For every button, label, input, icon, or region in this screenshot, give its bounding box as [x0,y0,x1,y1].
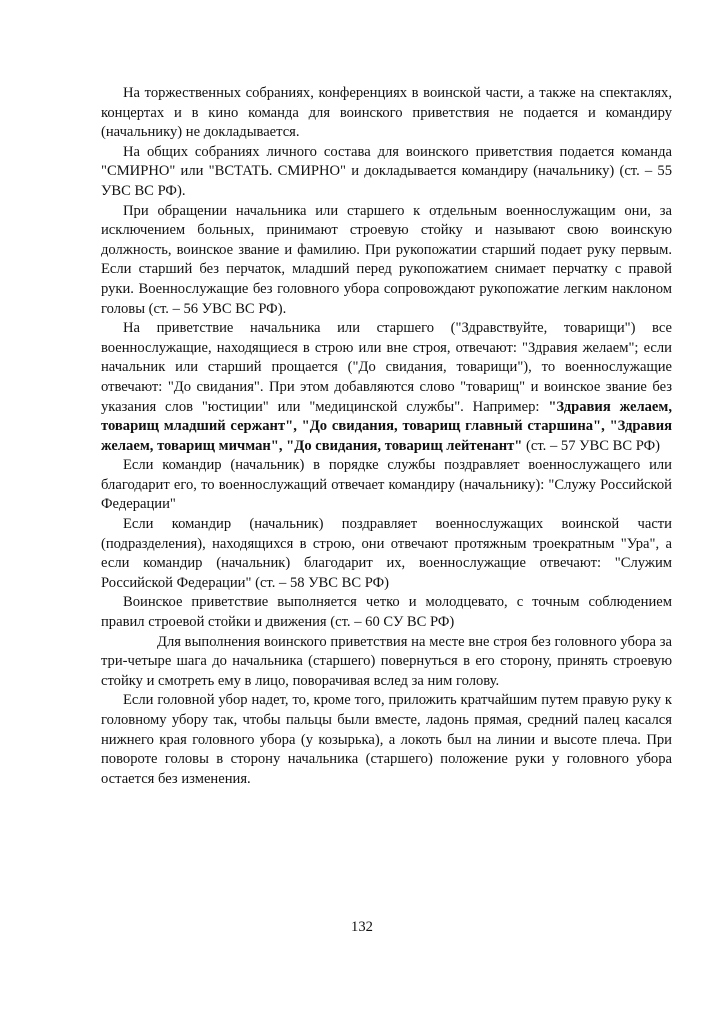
paragraph-3: При обращении начальника или старшего к отдельным военнослужащим они, за исключением больных, принимают строевую стойку и называют свою воинскую должность, воинское звание и фамилию. При рукопожатии старший подает руку первым. Если старший без перчаток, младший перед рукопожатием снимает перчатку с правой руки. Военнослужащие без головного убора сопровождают рукопожатие легким наклоном головы (ст. – 56 УВС ВС РФ). [101,202,672,317]
paragraph-6: Если командир (начальник) поздравляет военнослужащих воинской части (подразделения), находящихся в строю, они отвечают протяжным троекратным "Ура", а если командир (начальник) благодарит их, военнослужащие отвечают: "Служим Российской Федерации" (ст. – 58 УВС ВС РФ) [101,516,672,591]
paragraph-4-bold-examples: "Здравия желаем, товарищ младший сержант", "До свидания, товарищ главный старшина", "Здравия желаем, товарищ мичман", "До свидания, товарищ лейтенант" [101,398,672,454]
paragraph-8: Для выполнения воинского приветствия на месте вне строя без головного убора за три-четыре шага до начальника (старшего) повернуться в его сторону, принять строевую стойку и смотреть ему в лицо, поворачивая вслед за ним голову. [101,633,672,689]
paragraph-2: На общих собраниях личного состава для воинского приветствия подается команда "СМИРНО" или "ВСТАТЬ. СМИРНО" и докладывается командиру (начальнику) (ст. – 55 УВС ВС РФ). [101,143,672,199]
paragraph-7: Воинское приветствие выполняется четко и молодцевато, с точным соблюдением правил строевой стойки и движения (ст. – 60 СУ ВС РФ) [101,594,672,631]
paragraph-4 [101,319,672,456]
body-text [101,84,672,789]
page-number: 132 [351,919,373,935]
paragraph-4-text: На приветствие начальника или старшего ("Здравствуйте, товарищи") все военнослужащие, находящиеся в строю или вне строя, отвечают: "Здравия желаем"; если начальник или старший прощается ("До свидания, товарищи"), то военнослужащие отвечают: "До свидания". При этом добавляются слово "товарищ" и воинское звание без указания слов "юстиции" или "медицинской службы". Например: [101,320,672,415]
paragraph-1: На торжественных собраниях, конференциях в воинской части, а также на спектаклях, концертах и в кино команда для воинского приветствия не подается и командиру (начальнику) не докладывается. [101,85,672,141]
paragraph-4-citation: (ст. – 57 УВС ВС РФ) [522,437,660,454]
paragraph-9: Если головной убор надет, то, кроме того, приложить кратчайшим путем правую руку к головному убору так, чтобы пальцы были вместе, ладонь прямая, средний палец касался нижнего края головного убора (у козырька), а локоть был на линии и высоте плеча. При повороте головы в сторону начальника (старшего) положение руки у головного убора остается без изменения. [101,692,672,787]
paragraph-5: Если командир (начальник) в порядке службы поздравляет военнослужащего или благодарит его, то военнослужащий отвечает командиру (начальнику): "Служу Российской Федерации" [101,457,672,513]
